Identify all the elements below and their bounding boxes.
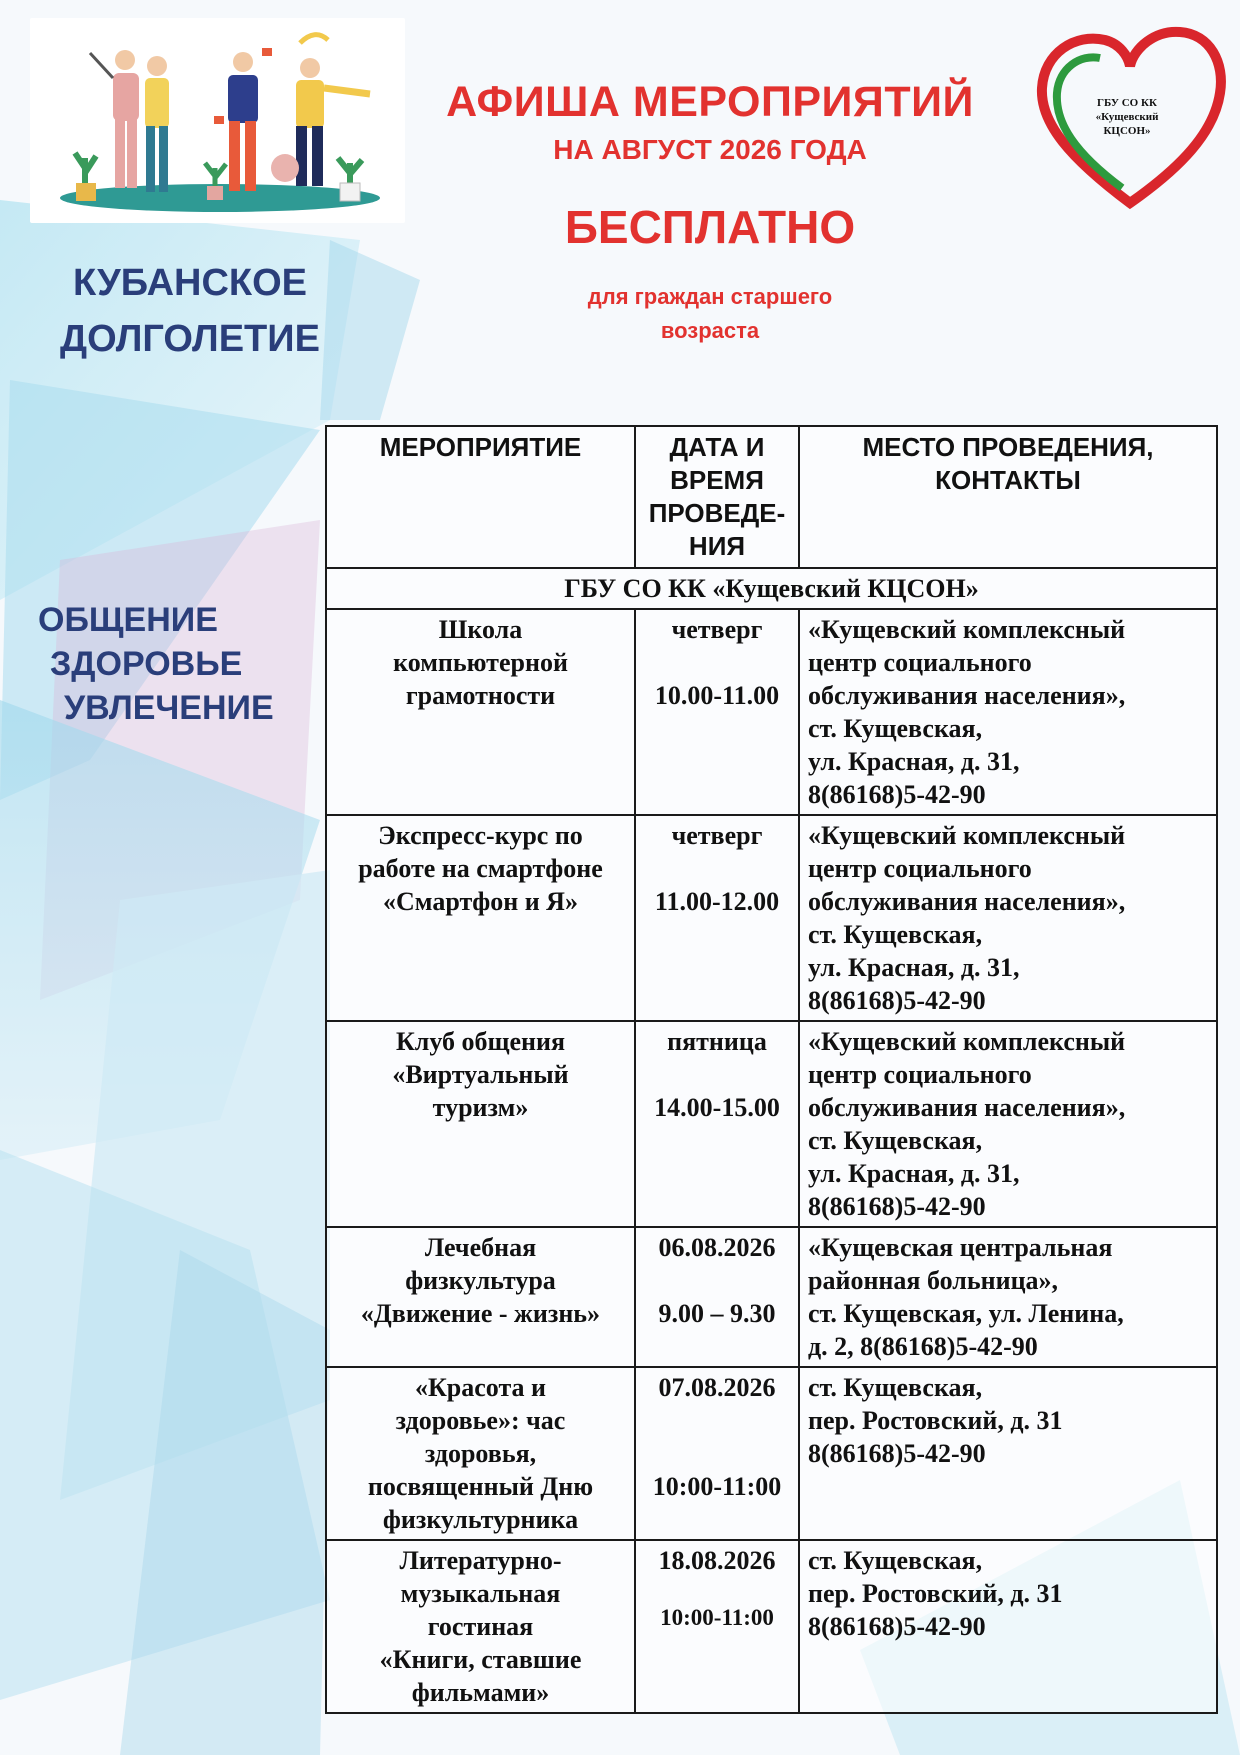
event-name: «Красота и здоровье»: час здоровья, посвященный Дню физкультурника <box>326 1367 635 1540</box>
event-datetime <box>635 1367 799 1540</box>
theme-communication: ОБЩЕНИЕ <box>38 601 218 639</box>
organization-name: ГБУ СО КК «Кущевский КЦСОН» <box>326 568 1217 609</box>
event-name: Экспресс-курс по работе на смартфоне «Смартфон и Я» <box>326 815 635 1021</box>
table-row <box>326 1227 1217 1367</box>
target-audience-line1: для граждан старшего <box>587 284 833 309</box>
logo-organization-text: ГБУ СО КК «Кущевский КЦСОН» <box>1095 97 1159 137</box>
event-place: «Кущевская центральная районная больница», ст. Кущевская, ул. Ленина, д. 2, 8(86168)5-42-90 <box>799 1227 1217 1367</box>
target-audience <box>540 280 880 348</box>
table-row <box>326 815 1217 1021</box>
organization-row <box>326 568 1217 609</box>
event-name: Литературно- музыкальная гостиная «Книги, ставшие фильмами» <box>326 1540 635 1713</box>
event-name: Клуб общения «Виртуальный туризм» <box>326 1021 635 1227</box>
table-row <box>326 1021 1217 1227</box>
event-place: ст. Кущевская, пер. Ростовский, д. 31 8(86168)5-42-90 <box>799 1367 1217 1540</box>
poster-title: АФИША МЕРОПРИЯТИЙ <box>446 78 974 126</box>
event-datetime <box>635 1021 799 1227</box>
event-name: Школа компьютерной грамотности <box>326 609 635 815</box>
program-themes <box>38 598 274 730</box>
theme-health: ЗДОРОВЬЕ <box>50 645 243 683</box>
program-brand-line2: ДОЛГОЛЕТИЕ <box>60 318 320 360</box>
event-datetime <box>635 1540 799 1713</box>
event-datetime <box>635 815 799 1021</box>
events-table <box>325 425 1218 1714</box>
event-time: 10.00-11.00 <box>654 681 780 710</box>
table-row <box>326 1367 1217 1540</box>
header-datetime: ДАТА И ВРЕМЯ ПРОВЕДЕ- НИЯ <box>635 426 799 568</box>
event-place: «Кущевский комплексный центр социального обслуживания населения», ст. Кущевская, ул. Красная, д. 31, 8(86168)5-42-90 <box>799 1021 1217 1227</box>
header-place: МЕСТО ПРОВЕДЕНИЯ, КОНТАКТЫ <box>799 426 1217 568</box>
program-brand-line1: КУБАНСКОЕ <box>72 262 308 304</box>
event-date: 07.08.2026 <box>658 1373 776 1402</box>
event-place: ст. Кущевская, пер. Ростовский, д. 31 8(86168)5-42-90 <box>799 1540 1217 1713</box>
elderly-people-illustration <box>30 18 405 223</box>
event-time: 9.00 – 9.30 <box>658 1299 776 1328</box>
table-row <box>326 1540 1217 1713</box>
event-time: 10:00-11:00 <box>652 1472 782 1501</box>
event-date: четверг <box>671 821 763 850</box>
poster-subtitle: НА АВГУСТ 2026 ГОДА <box>553 134 867 165</box>
event-place: «Кущевский комплексный центр социального обслуживания населения», ст. Кущевская, ул. Красная, д. 31, 8(86168)5-42-90 <box>799 609 1217 815</box>
program-brand <box>40 255 340 367</box>
theme-hobby: УВЛЕЧЕНИЕ <box>64 689 274 727</box>
event-name: Лечебная физкультура «Движение - жизнь» <box>326 1227 635 1367</box>
table-header-row <box>326 426 1217 568</box>
event-datetime <box>635 1227 799 1367</box>
event-date: пятница <box>667 1027 767 1056</box>
event-time: 10:00-11:00 <box>660 1605 774 1630</box>
event-place: «Кущевский комплексный центр социального обслуживания населения», ст. Кущевская, ул. Красная, д. 31, 8(86168)5-42-90 <box>799 815 1217 1021</box>
free-label: БЕСПЛАТНО <box>564 201 856 253</box>
event-time: 14.00-15.00 <box>654 1093 780 1122</box>
event-date: 06.08.2026 <box>658 1233 776 1262</box>
target-audience-line2: возраста <box>660 318 760 343</box>
event-date: 18.08.2026 <box>658 1546 776 1575</box>
event-datetime <box>635 609 799 815</box>
event-date: четверг <box>671 615 763 644</box>
table-row <box>326 609 1217 815</box>
event-time: 11.00-12.00 <box>654 887 780 916</box>
header-event: МЕРОПРИЯТИЕ <box>326 426 635 568</box>
